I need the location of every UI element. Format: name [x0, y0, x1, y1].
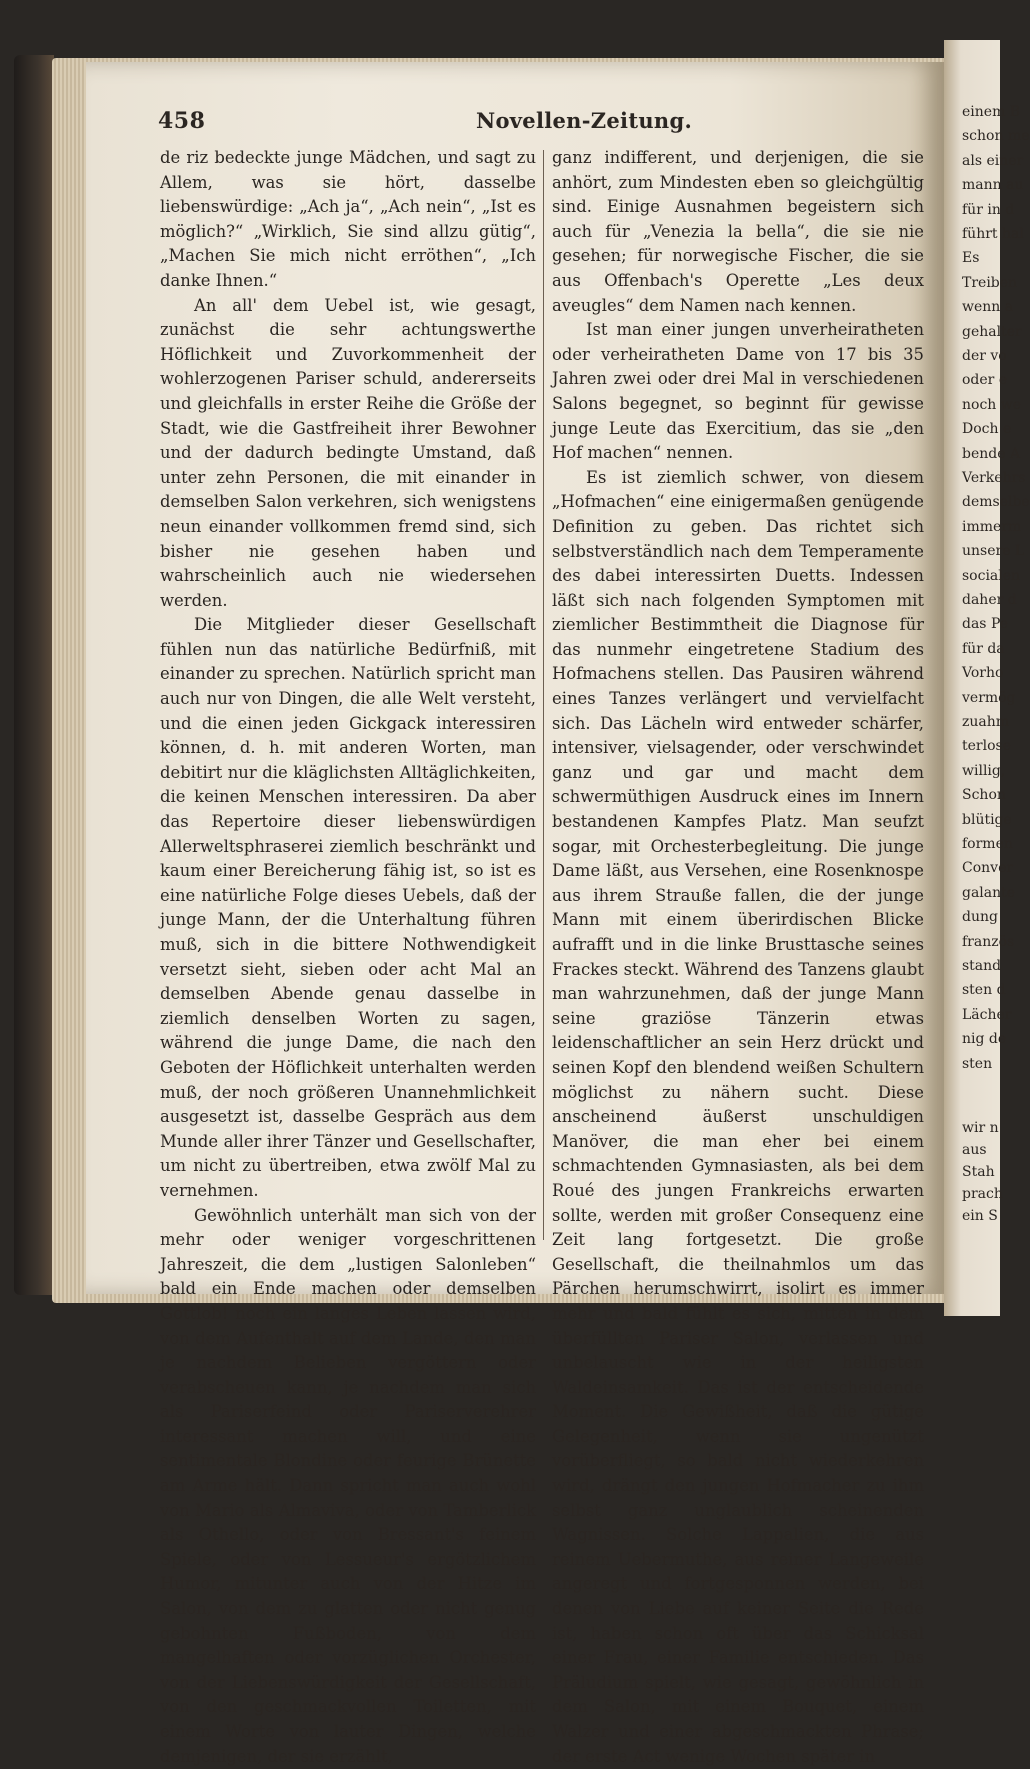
- next-page-text-fragment: daher d: [962, 592, 1017, 608]
- next-page-text-fragment: willig,: [962, 762, 1006, 779]
- next-page-text-fragment: als einer: [962, 152, 1024, 169]
- adjacent-page-fragment: [944, 40, 1030, 1316]
- next-page-text-fragment: Treiben: [962, 274, 1018, 291]
- paragraph: An all' dem Uebel ist, wie gesagt, zunächst die sehr achtungswerthe Höflichkeit und Zuvorkommenheit der wohlerzogenen Pariser schuld, andererseits und gleichfalls in erster Reihe die Größe der Stadt, wie die Gastfreiheit ihrer Bewohner und der dadurch bedingte Umstand, daß unter zehn Personen, die mit einander in demselben Salon verkehren, sich wenigstens neun einander vollkommen fremd sind, sich bisher nie gesehen haben und wahrscheinlich auch nie wiedersehen werden.: [160, 295, 536, 610]
- next-page-text-fragment: Conver: [962, 860, 1014, 877]
- next-page-text-fragment: Verkehrs: [962, 470, 1026, 486]
- next-page-text-fragment: aus: [962, 1142, 987, 1158]
- next-page-text-fragment: demselbe: [962, 494, 1030, 511]
- page-header: [158, 108, 938, 144]
- next-page-text-fragment: mann au: [962, 177, 1024, 194]
- next-page-text-fragment: das Pe: [962, 616, 1009, 633]
- next-page-text-fragment: für in d: [962, 201, 1015, 218]
- paragraph: Die Mitglieder dieser Gesellschaft fühlen nun das natürliche Bedürfniß, mit einander zu sprechen. Natürlich spricht man auch nur von Dingen, die alle Welt versteht, und die einen jeden Gickgack interessiren können, d. h. mit anderen Worten, man debitirt nur die kläglichsten Alltäglichkeiten, die keinen Menschen interessiren. Da aber das Repertoire dieser liebenswürdigen Allerweltsphraserei ziemlich beschränkt und kaum einer Bereicherung fähig ist, so ist es eine natürliche Folge dieses Uebels, daß der junge Mann, der die Unterhaltung führen muß, sich in die bittere Nothwendigkeit versetzt sieht, sieben oder acht Mal an demselben Abende genau dasselbe in ziemlich denselben Worten zu sagen, während die junge Dame, die nach den Geboten der Höflichkeit unterhalten werden muß, der noch größeren Unannehmlichkeit ausgesetzt ist, dasselbe Gespräch aus dem Munde aller ihrer Tänzer und Gesellschafter, um nicht zu übertreiben, etwa zwölf Mal zu vernehmen.: [160, 615, 536, 1200]
- next-page-text-fragment: vermög: [962, 689, 1016, 706]
- book-cover-edge: [14, 55, 54, 1295]
- next-page-text-fragment: Schon: [962, 787, 1006, 804]
- next-page-text-fragment: gehalter: [962, 323, 1022, 340]
- column-divider: [543, 150, 544, 1240]
- next-page-text-fragment: socialen: [962, 567, 1021, 584]
- next-page-text-fragment: sten d: [962, 982, 1006, 999]
- next-page-text-fragment: Vorho: [962, 665, 1004, 682]
- next-page-text-fragment: französ: [962, 933, 1015, 950]
- next-page-text-fragment: formen: [962, 836, 1013, 852]
- next-page-text-fragment: ein S: [962, 1208, 998, 1224]
- next-page-text-fragment: dung: [962, 909, 998, 926]
- next-page-text-fragment: bende A: [962, 445, 1021, 462]
- next-page-text-fragment: galante: [962, 884, 1016, 901]
- next-page-text-fragment: für da: [962, 640, 1005, 657]
- next-page-text-fragment: einem B: [962, 104, 1021, 120]
- next-page-text-fragment: der vo: [962, 348, 1007, 364]
- paragraph: de riz bedeckte junge Mädchen, und sagt zu Allem, was sie hört, dasselbe liebenswürdige: „Ach ja“, „Ach nein“, „Ist es möglich?“ „Wirklich, Sie sind allzu gütig“, „Machen Sie mich nicht erröthen“, „Ich danke Ihnen.“: [160, 148, 536, 290]
- paragraph: Gewöhnlich unterhält man sich von der mehr oder weniger vorgeschrittenen Jahreszeit, die dem „lustigen Salonleben“ bald ein Ende machen oder demselben Gottlob! noch ein langes Leben lassen wird, von dem Aufenthalt auf dem Lande, den man je nachdem Belieben vergöttern oder verabscheuen kann, je nachdem man sich als Pariserfeind oder Pariserverehrer interessant machen will, und eine sentimentale Blondine oder feurige Brünette am Arme hält. Dann spricht man auch wohl von Mario als Almaviva, oder von Tamberlick als Othello, oder von Bressant's feinem Spiele, oder von Lessueur's ergötzlichem Humor, mitunter auch von der Hitze im Salon, von dem zu glatten oder nicht genug gebohnten Fußboden, von dem mangelhaften oder vorzüglichen Orchester, von der Liebenswürdigkeit der Gesellschaft, von den geschmackvollen Toiletten, mit einem Worte von lauter Dingen, welche demjenigen, der sie erzählt,: [160, 1205, 536, 1766]
- text-column-left: [160, 146, 536, 1766]
- next-page-text-fragment: stand: [962, 958, 1002, 974]
- next-page-text-fragment: noch we: [962, 396, 1022, 413]
- next-page-text-fragment: zuahm: [962, 714, 1010, 730]
- next-page-text-fragment: oder e: [962, 372, 1008, 389]
- next-page-text-fragment: Doch e: [962, 421, 1012, 438]
- paragraph: Ist man einer jungen unverheiratheten oder verheiratheten Dame von 17 bis 35 Jahren zwei oder drei Mal in verschiedenen Salons begegnet, so beginnt für gewisse junge Leute das Exercitium, das sie „den Hof machen“ nennen.: [552, 320, 924, 463]
- next-page-text-fragment: immerm: [962, 518, 1022, 535]
- next-page-text-fragment: terlose: [962, 738, 1011, 755]
- journal-title: Novellen-Zeitung.: [476, 108, 693, 133]
- next-page-text-fragment: schon me: [962, 128, 1030, 145]
- text-column-right: [552, 146, 924, 1766]
- next-page-text-fragment: prach: [962, 1186, 1003, 1202]
- next-page-text-fragment: führt hal: [962, 226, 1024, 242]
- next-page-text-fragment: wir n: [962, 1120, 999, 1136]
- paragraph: Es ist ziemlich schwer, von diesem „Hofmachen“ eine einigermaßen genügende Definition zu geben. Das richtet sich selbstverständlich nach dem Temperamente des dabei interessirten Duetts. Indessen läßt sich nach folgenden Symptomen mit ziemlicher Bestimmtheit die Diagnose für das nunmehr eingetretene Stadium des Hofmachens stellen. Das Pausiren während eines Tanzes verlängert und vervielfacht sich. Das Lächeln wird entweder schärfer, intensiver, vielsagender, oder verschwindet ganz und gar und macht dem schwermüthigen Ausdruck eines im Innern bestandenen Kampfes Platz. Man seufzt sogar, mit Orchesterbegleitung. Die junge Dame läßt, aus Versehen, eine Rosenknospe aus ihrem Strauße fallen, die der junge Mann mit einem überirdischen Blicke aufrafft und in die linke Brusttasche seines Frackes steckt. Während des Tanzens glaubt man wahrzunehmen, daß der junge Mann seine graziöse Tänzerin etwas leidenschaftlicher an sein Herz drückt und seinen Kopf den blendend weißen Schultern möglichst zu nähern sucht. Diese anscheinend äußerst unschuldigen Manöver, die man eher bei einem schmachtenden Gymnasiasten, als bei dem Roué des jungen Frankreichs erwarten sollte, werden mit großer Consequenz eine Zeit lang fortgesetzt. Die große Gesellschaft, die theilnahmlos um das Pärchen herumschwirrt, isolirt es immer mehr und bald fühlt es sich, mitten in dem überfüllten Pariser Salon, verlassen und unbelauscht wie in der heiligsten Waldeinsamkeit. Das ist der entscheidende Moment. Die Gewißheit, daß die gütige Gelegenheit, wenn sie ungenützt vorüberfliegt, so bald nicht wiederkehren wird, drängt den jungen Hofmacher zu ihm selbst ganz unglaublich scheinenden Wagnissen. Solche Lappalien, die aus reinem Uebermuthe, aus reiner Langeweile angeregt und fortgesponnen werden, bei denen von Liebe auf keiner Seite die Rede ist, haben schon oft über das Schicksal einer Frau, einer Familie entschieden. Das Präludium spielt, wie gesagt, gewöhnlich in dem Salon, mit einem Bouquet, einem Walzer und einer abgeschmackten Phrase; der erste Act wenige Wochen später in: [552, 467, 924, 1766]
- next-page-text-fragment: sten: [962, 1055, 993, 1072]
- next-page-text-fragment: Es: [962, 250, 980, 267]
- next-page-text-fragment: blütige: [962, 811, 1012, 828]
- next-page-text-fragment: Lächer: [962, 1006, 1012, 1023]
- next-page-text-fragment: unsere L: [962, 543, 1025, 560]
- next-page-text-fragment: Stah: [962, 1164, 995, 1180]
- next-page-text-fragment: wenn a: [962, 299, 1014, 316]
- page-number: 458: [158, 108, 206, 134]
- paragraph: ganz indifferent, und derjenigen, die sie anhört, zum Mindesten eben so gleichgültig sind. Einige Ausnahmen begeistern sich auch für „Venezia la bella“, die sie nie gesehen; für norwegische Fischer, die sie aus Offenbach's Operette „Les deux aveugles“ dem Namen nach kennen.: [552, 148, 924, 315]
- next-page-text-fragment: nig de: [962, 1031, 1007, 1048]
